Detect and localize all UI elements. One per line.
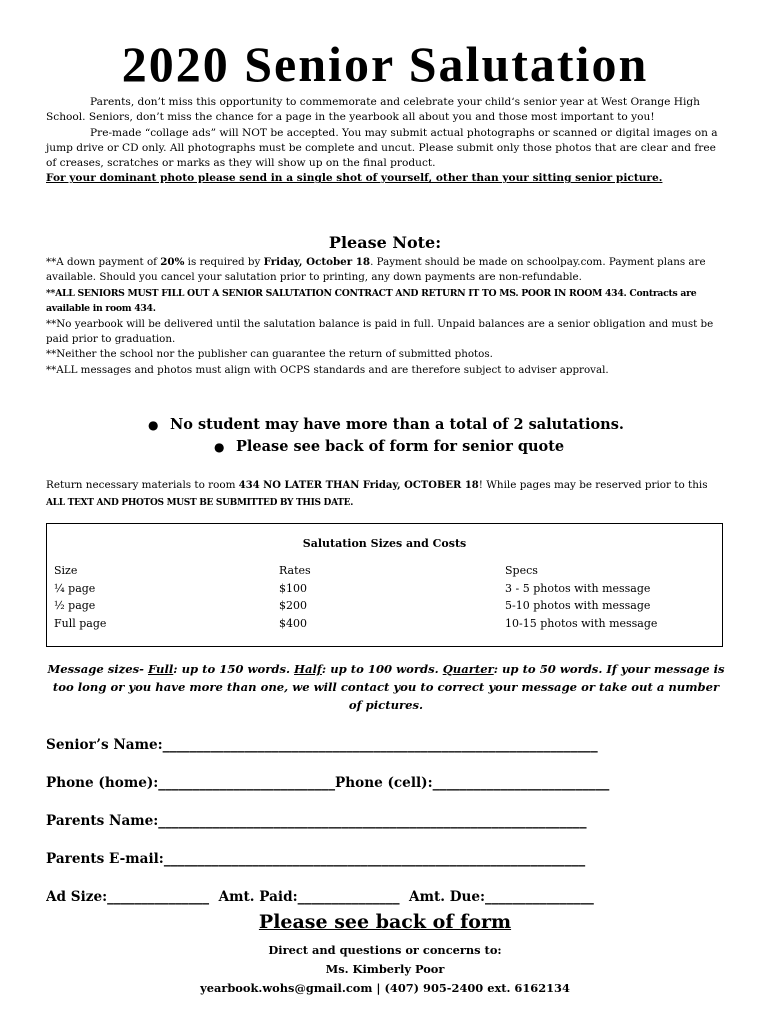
table-cell: $400 [279, 616, 307, 630]
table-cell: 5-10 photos with message [505, 599, 651, 612]
table-cell: 3 - 5 photos with message [505, 581, 651, 595]
amount-paid-field[interactable]: Amt. Paid:_______________ [218, 889, 400, 905]
page-title: 2020 Senior Salutation [121, 36, 649, 92]
down-payment-percent: 20% [160, 256, 185, 268]
contact-details: yearbook.wohs@gmail.com | (407) 905-2400 ext. 6162134 [200, 981, 570, 995]
note-payment [46, 255, 726, 286]
note-photo-return: **Neither the school nor the publisher can guarantee the return of submitted photos. [46, 348, 493, 361]
bullet-item [214, 438, 564, 455]
table-header: Size [54, 564, 78, 577]
back-of-form-notice: Please see back of form [258, 911, 512, 933]
note-delivery: **No yearbook will be delivered until the salutation balance is paid in full. Unpaid balances are a senior obligation and must be paid prior to graduation. [46, 317, 714, 346]
return-text: Return necessary materials to room [46, 479, 239, 491]
table-header: Specs [505, 564, 538, 577]
table-cell: Full page [54, 616, 107, 630]
bullet-item [148, 416, 624, 433]
note-standards: **ALL messages and photos must align with OCPS standards and are therefore subject to adviser approval. [46, 363, 609, 376]
quarter-limit: : up to 50 words. If your message is too long or you have more than one, we will contact you to correct your message or take out a number of pictures. [52, 662, 725, 712]
table-cell: ½ page [54, 599, 96, 612]
table-cell: $200 [279, 599, 307, 612]
rates-column [279, 562, 311, 632]
payment-due-date: Friday, October 18 [263, 256, 371, 268]
table-cell: 10-15 photos with message [505, 616, 658, 630]
intro-paragraph-1: Parents, don’t miss this opportunity to commemorate and celebrate your child‘s senior year at West Orange High School. Seniors, don’t miss the chance for a page in the yearbook all about you and those most important to you! [46, 96, 700, 124]
phone-home-field[interactable]: Phone (home):__________________________ [46, 775, 336, 791]
phone-fields-row [46, 775, 726, 791]
note-contract: **ALL SENIORS MUST FILL OUT A SENIOR SALUTATION CONTRACT AND RETURN IT TO MS. POOR IN ROOM 434. Contracts are available in room 434. [46, 287, 697, 315]
intro-paragraph-2: Pre-made “collage ads” will NOT be accepted. You may submit actual photographs or scanned or digital images on a jump drive or CD only. All photographs must be complete and uncut. Please submit only those photos that are clear and free of creases, scratches or marks as they will show up on the final product. [46, 126, 718, 170]
sizes-table-title: Salutation Sizes and Costs [302, 537, 467, 550]
table-cell: $100 [279, 581, 307, 595]
sizes-and-costs-table [46, 523, 723, 647]
quarter-label: Quarter [442, 662, 494, 676]
table-cell: ¼ page [54, 581, 96, 595]
bullet-text: Please see back of form for senior quote [236, 438, 565, 455]
please-note-heading: Please Note: [328, 233, 442, 252]
phone-cell-field[interactable]: Phone (cell):__________________________ [335, 775, 610, 791]
table-header: Rates [279, 564, 311, 577]
senior-name-field[interactable]: Senior’s Name:________________________________________________________________ [46, 737, 598, 753]
note-payment-text-end: . Payment should be made on schoolpay.com. Payment plans are available. Should you cancel your salutation prior to printing, any down payments are non-refundable. [46, 256, 706, 284]
full-limit: : up to 150 words. [173, 662, 295, 676]
parents-name-field[interactable]: Parents Name:_______________________________________________________________ [46, 813, 587, 829]
message-sizes-lead: Message sizes- [47, 662, 148, 676]
return-text-mid: ! While pages may be reserved prior to this [478, 479, 708, 491]
contact-footer [0, 941, 770, 998]
note-payment-text-mid: is required by [184, 256, 264, 268]
half-label: Half [294, 662, 322, 676]
contact-name: Ms. Kimberly Poor [325, 962, 445, 976]
intro-section [46, 95, 726, 187]
amount-due-field[interactable]: Amt. Due:________________ [409, 889, 594, 905]
notes-section [46, 255, 726, 378]
full-label: Full [148, 662, 174, 676]
half-limit: : up to 100 words. [321, 662, 443, 676]
submission-deadline-caps: ALL TEXT AND PHOTOS MUST BE SUBMITTED BY THIS DATE. [46, 498, 354, 508]
return-instructions [46, 477, 726, 511]
note-payment-text: **A down payment of [46, 256, 161, 268]
bullet-dot-icon: ● [148, 418, 159, 432]
payment-fields-row [46, 889, 726, 905]
return-deadline: 434 NO LATER THAN Friday, OCTOBER 18 [238, 480, 479, 491]
bullet-text: No student may have more than a total of 2 salutations. [170, 416, 624, 433]
message-size-limits [46, 660, 726, 714]
bullet-dot-icon: ● [214, 440, 225, 454]
size-column [54, 562, 106, 632]
parents-email-field[interactable]: Parents E-mail:______________________________________________________________ [46, 851, 586, 867]
dominant-photo-instruction: For your dominant photo please send in a single shot of yourself, other than your sitting senior picture. [46, 172, 663, 185]
ad-size-field[interactable]: Ad Size:_______________ [46, 889, 210, 905]
contact-prompt: Direct and questions or concerns to: [268, 943, 502, 957]
specs-column [505, 562, 657, 632]
